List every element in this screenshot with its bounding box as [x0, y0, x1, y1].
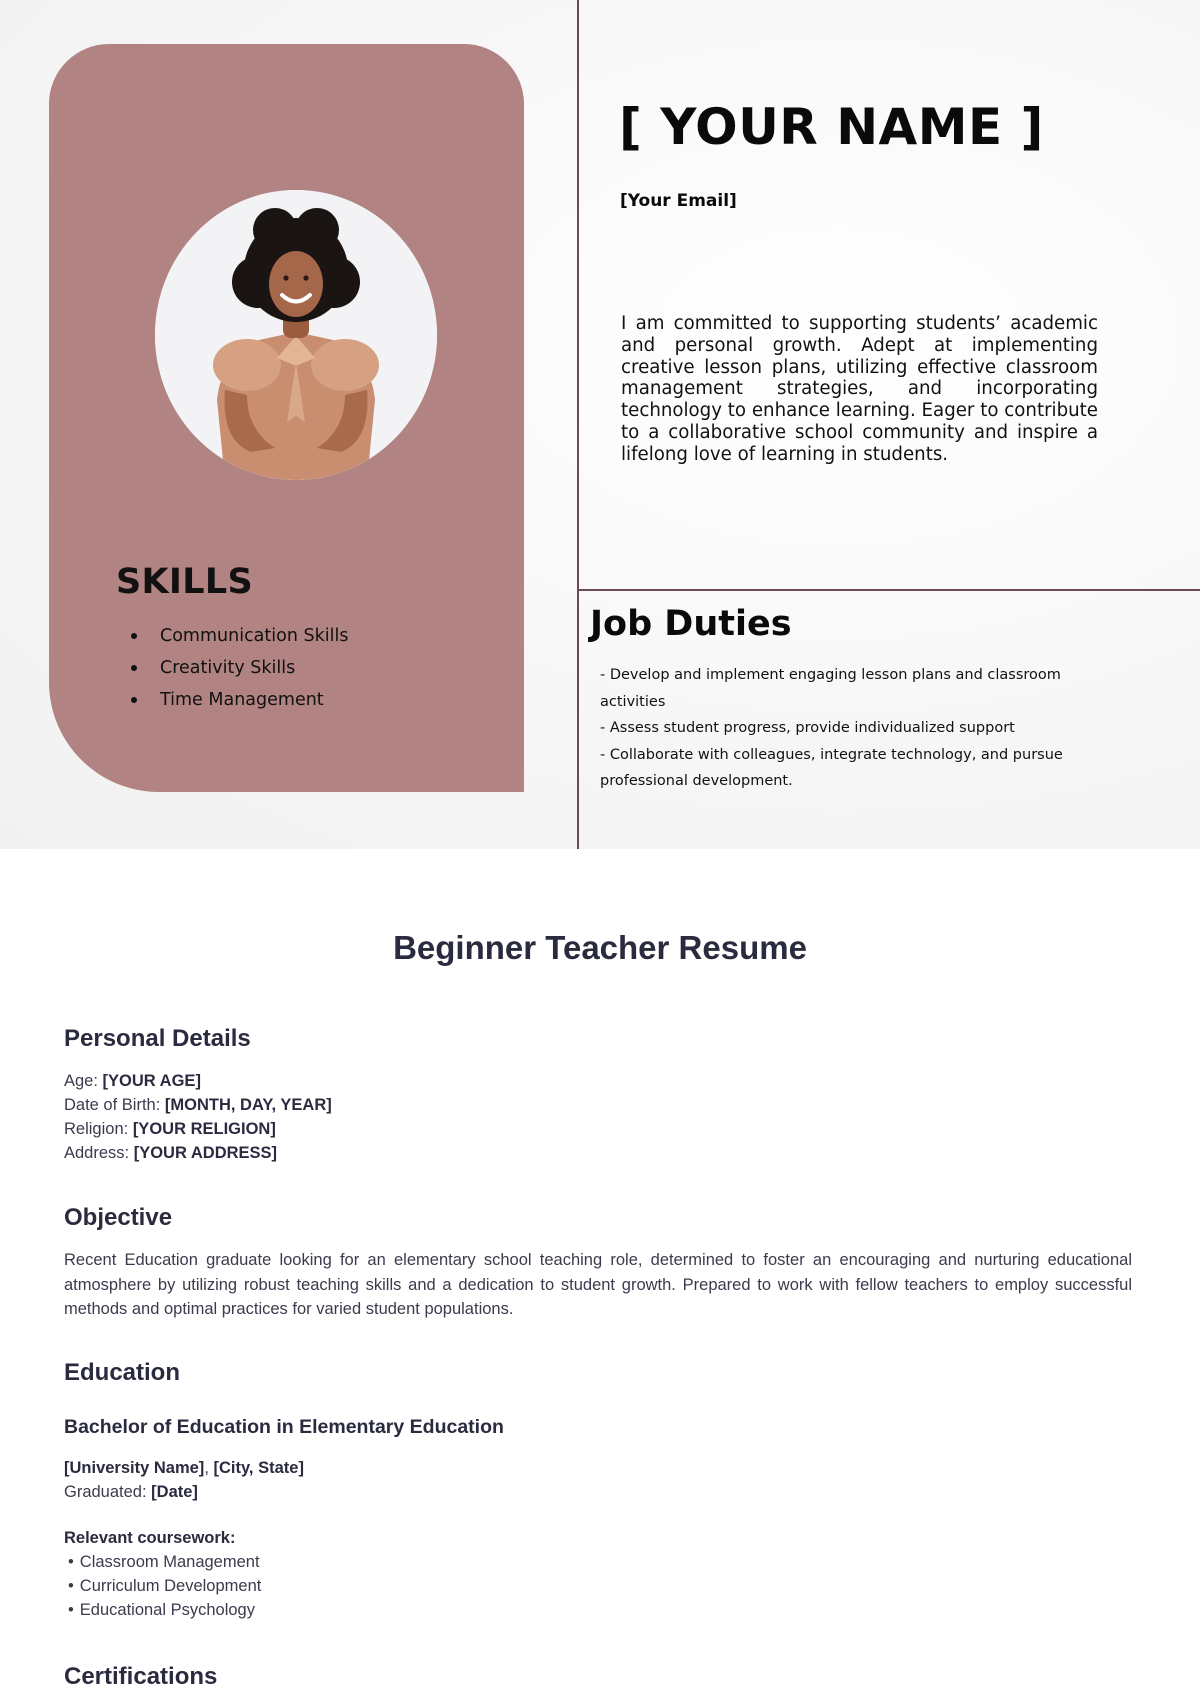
- email-text: [Your Email]: [620, 191, 737, 211]
- detail-value: [YOUR RELIGION]: [132, 1120, 276, 1138]
- detail-value: [YOUR AGE]: [102, 1072, 201, 1090]
- coursework-list: [68, 1550, 261, 1622]
- detail-label: Religion:: [64, 1120, 129, 1138]
- skill-item: Communication Skills: [131, 620, 348, 652]
- certifications-heading: Certifications: [64, 1663, 218, 1690]
- profile-photo: [155, 190, 437, 480]
- personal-details-list: [64, 1069, 332, 1165]
- detail-row-dob: [64, 1093, 332, 1117]
- job-duty-item: - Develop and implement engaging lesson plans and classroom activities: [600, 667, 1061, 710]
- education-details: [64, 1456, 304, 1504]
- resume-template-preview: [0, 0, 1200, 849]
- detail-label: Address:: [64, 1144, 130, 1162]
- detail-value: [YOUR ADDRESS]: [133, 1144, 278, 1162]
- skills-list: [131, 620, 348, 716]
- university-name: [University Name]: [64, 1459, 205, 1477]
- separator: ,: [204, 1459, 214, 1477]
- skill-item: Time Management: [131, 684, 348, 716]
- objective-heading: Objective: [64, 1204, 173, 1231]
- job-duties-heading: Job Duties: [590, 604, 792, 644]
- coursework-item: • Educational Psychology: [68, 1598, 261, 1622]
- graduation-line: [64, 1480, 304, 1504]
- coursework-label: Relevant coursework:: [64, 1529, 236, 1547]
- graduated-label: Graduated:: [64, 1483, 147, 1501]
- vertical-divider: [577, 0, 579, 849]
- university-location: [City, State]: [213, 1459, 304, 1477]
- education-heading: Education: [64, 1359, 181, 1386]
- personal-details-heading: Personal Details: [64, 1025, 251, 1052]
- degree-title: Bachelor of Education in Elementary Education: [64, 1416, 504, 1438]
- detail-label: Age:: [64, 1072, 98, 1090]
- profile-summary: I am committed to supporting students’ academic and personal growth. Adept at implementing creative lesson plans, utilizing effective classroom management strategies, and incorporating technology to enhance learning. Eager to contribute to a collaborative school community and inspire a lifelong love of learning in students.: [621, 313, 1098, 465]
- job-duties-list: [600, 662, 1070, 795]
- coursework-item: • Curriculum Development: [68, 1574, 261, 1598]
- horizontal-divider: [578, 589, 1200, 591]
- detail-row-age: [64, 1069, 332, 1093]
- detail-label: Date of Birth:: [64, 1096, 161, 1114]
- objective-text: Recent Education graduate looking for an elementary school teaching role, determined to foster an encouraging and nurturing educational atmosphere by utilizing robust teaching skills and a dedication to student growth. Prepared to work with fellow teachers to employ successful methods and optimal practices for varied student populations.: [64, 1251, 1132, 1318]
- skill-item: Creativity Skills: [131, 652, 348, 684]
- document-title: Beginner Teacher Resume: [393, 929, 807, 966]
- detail-value: [MONTH, DAY, YEAR]: [164, 1096, 332, 1114]
- portrait-image: [155, 190, 437, 480]
- skills-heading: SKILLS: [116, 562, 253, 602]
- university-line: [64, 1456, 304, 1480]
- coursework-item: • Classroom Management: [68, 1550, 261, 1574]
- graduated-value: [Date]: [151, 1483, 198, 1501]
- job-duty-item: - Collaborate with colleagues, integrate technology, and pursue professional development.: [600, 746, 1063, 790]
- detail-row-religion: [64, 1117, 332, 1141]
- job-duty-item: - Assess student progress, provide individualized support: [600, 720, 1015, 737]
- name-heading: [ YOUR NAME ]: [619, 98, 1044, 156]
- detail-row-address: [64, 1141, 332, 1165]
